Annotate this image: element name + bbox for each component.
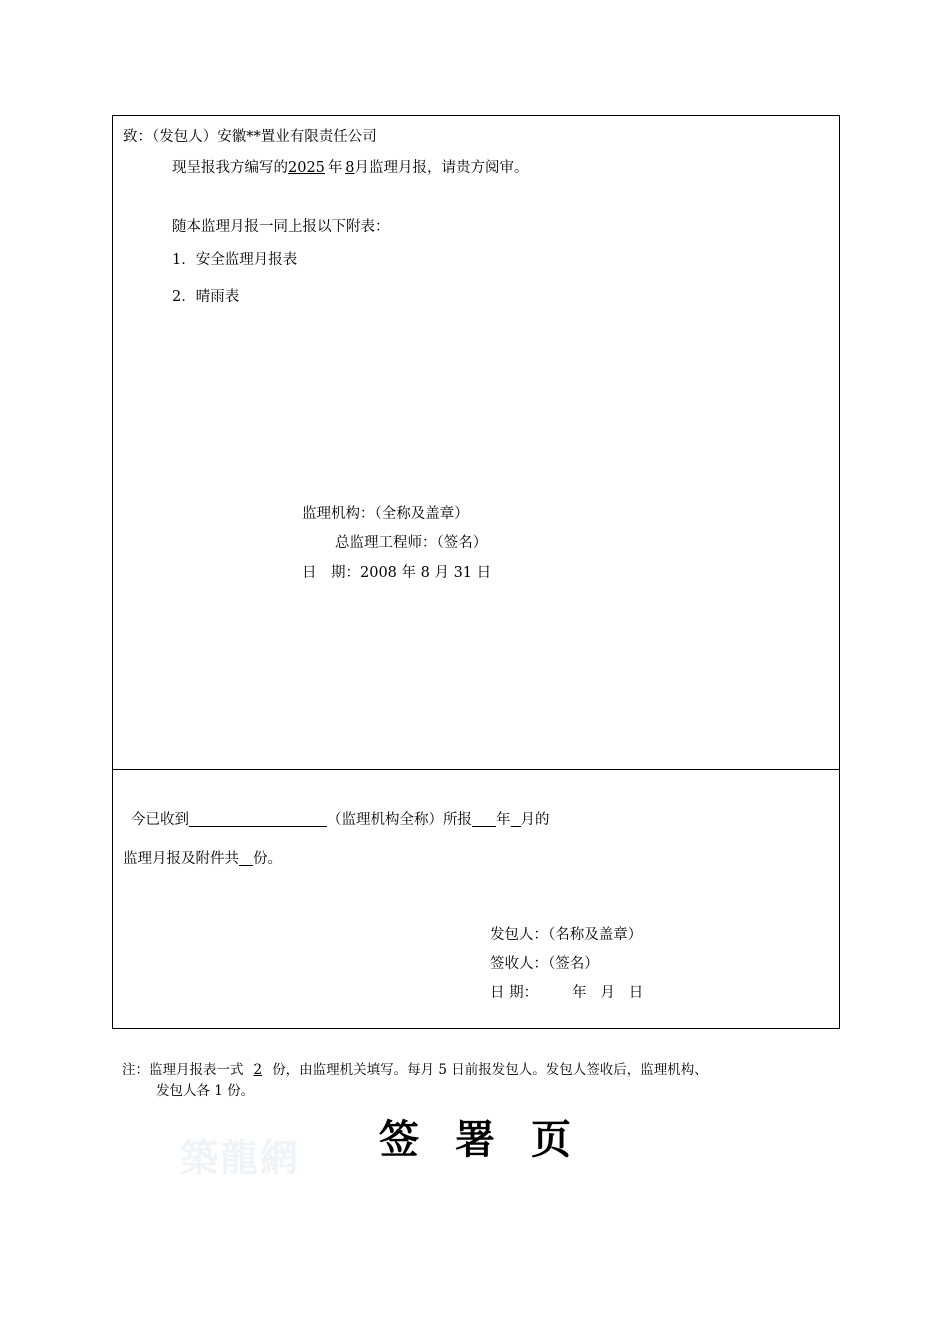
receipt-line-2 <box>123 849 282 869</box>
intro-text-b: 年 <box>327 160 343 176</box>
employer-label: 发包人：（名称及盖章） <box>490 927 643 943</box>
receipt-text-d: 月的 <box>520 812 550 828</box>
receipt-text-f: 份。 <box>253 851 282 867</box>
receipt-date-value: 年 月 日 <box>572 985 644 1001</box>
section-divider <box>113 769 839 770</box>
receipt-text-c: 年 <box>496 812 511 828</box>
receipt-text-e: 监理月报及附件共 <box>123 851 239 867</box>
receipt-text-a: 今已收到 <box>131 812 189 828</box>
footnote-line-1 <box>122 1060 844 1081</box>
org-name-blank <box>189 810 327 827</box>
footnote-text-a: 监理月报表一式 <box>149 1062 244 1078</box>
receipt-line-1 <box>131 810 550 830</box>
attachment-item-1: 1．安全监理月报表 <box>172 252 298 268</box>
intro-text-c: 月监理月报，请贵方阅审。 <box>354 160 529 176</box>
report-form-frame <box>112 115 840 1029</box>
footnote <box>122 1060 844 1102</box>
chief-engineer-label: 总监理工程师：（签名） <box>335 535 488 551</box>
footnote-prefix: 注： <box>122 1062 149 1078</box>
intro-line <box>172 158 528 178</box>
report-date-value: 2008 年 8 月 31 日 <box>360 565 492 581</box>
footnote-text-b: 份，由监理机关填写。每月 5 日前报发包人。发包人签收后，监理机构、 <box>272 1062 708 1078</box>
attachments-title: 随本监理月报一同上报以下附表： <box>172 219 390 235</box>
receiver-label: 签收人：（签名） <box>490 956 599 972</box>
receipt-date-label: 日 期： <box>490 985 539 1001</box>
copies-blank <box>239 849 253 866</box>
addressee-line <box>123 127 377 147</box>
month-blank <box>511 810 521 827</box>
report-year: 2025 <box>288 160 325 176</box>
year-blank <box>472 810 496 827</box>
watermark-logo: 築龍網 <box>180 1135 301 1180</box>
supervisor-org-label: 监理机构：（全称及盖章） <box>302 506 469 522</box>
addressee-prefix: 致： <box>123 129 152 145</box>
footnote-line-2: 发包人各 1 份。 <box>156 1083 255 1099</box>
receipt-text-b: （监理机构全称）所报 <box>327 812 472 828</box>
report-month: 8 <box>345 160 355 176</box>
report-date-line <box>302 563 491 583</box>
page-title: 签署页 <box>379 1116 607 1163</box>
attachment-item-2: 2．晴雨表 <box>172 289 240 305</box>
footnote-copies: 2 <box>253 1062 263 1078</box>
receipt-date-line <box>490 983 643 1003</box>
intro-text-a: 现呈报我方编写的 <box>172 160 288 176</box>
report-date-label: 日 期： <box>302 565 360 581</box>
addressee-name: （发包人）安徽**置业有限责任公司 <box>152 129 377 145</box>
